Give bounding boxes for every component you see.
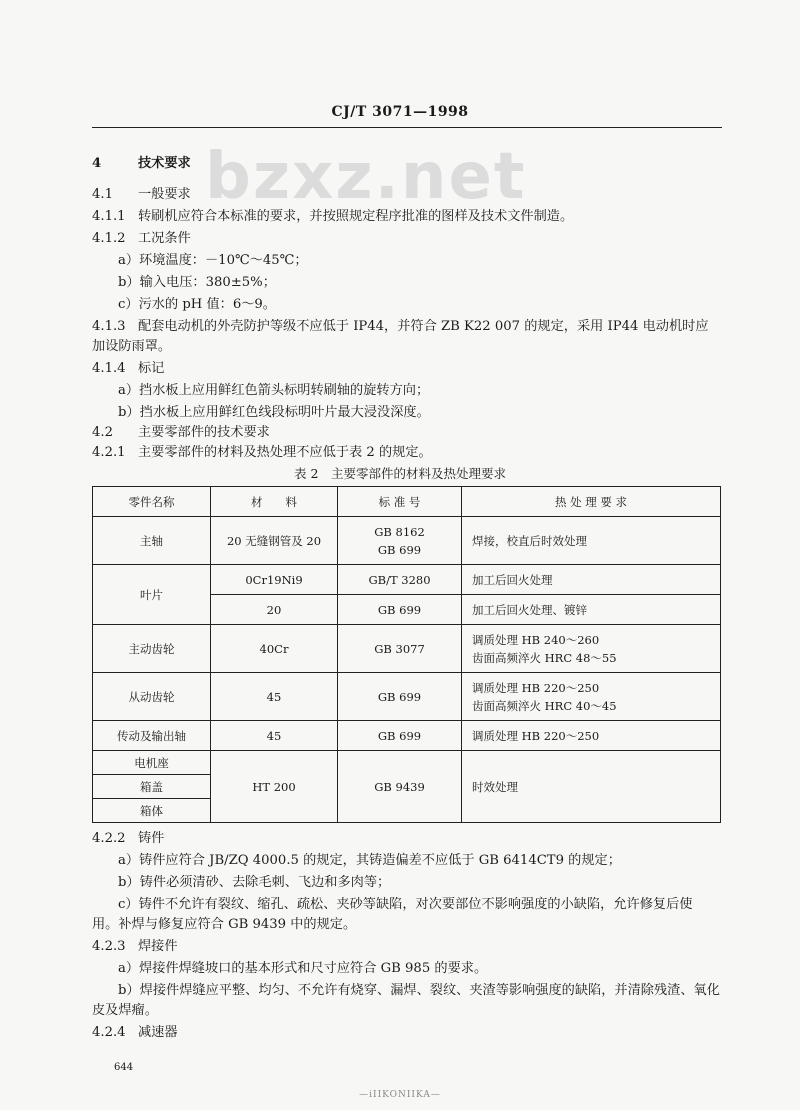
standard: GB 8162 — [374, 524, 425, 539]
clause-continuation: 加设防雨罩。 — [92, 339, 172, 354]
heat-treatment: 调质处理 HB 220～250 — [462, 721, 721, 751]
clause-text: 减速器 — [138, 1025, 178, 1040]
document-header: CJ/T 3071—1998 — [331, 104, 469, 120]
clause-number: 4.1.3 — [92, 319, 126, 334]
heat-treatment: 加工后回火处理 — [462, 565, 721, 595]
material: 45 — [211, 721, 338, 751]
material: 45 — [211, 673, 338, 721]
material: 0Cr19Ni9 — [211, 565, 338, 595]
part-name: 传动及输出轴 — [93, 721, 211, 751]
heat-treatment: 时效处理 — [462, 751, 721, 823]
footer-mark: —iIIKONIIKA— — [359, 1090, 441, 1100]
part-name: 叶片 — [93, 565, 211, 625]
clause-4-1-3 — [92, 318, 709, 336]
table-header-row — [93, 487, 721, 517]
heat-treatment-cell — [462, 625, 721, 673]
column-header: 零件名称 — [93, 487, 211, 517]
part-name: 主动齿轮 — [93, 625, 211, 673]
clause-4-1-4 — [92, 360, 164, 378]
materials-table — [92, 486, 721, 823]
column-header: 热 处 理 要 求 — [462, 487, 721, 517]
clause-text: 工况条件 — [138, 231, 191, 246]
clause-number: 4.2.1 — [92, 445, 126, 460]
clause-number: 4.2.2 — [92, 831, 126, 846]
list-item: a）挡水板上应用鲜红色箭头标明转刷轴的旋转方向； — [118, 383, 430, 398]
section-number: 4.2 — [92, 425, 113, 440]
clause-number: 4.2.4 — [92, 1025, 126, 1040]
watermark: bzxz.net — [205, 140, 527, 214]
clause-4-2-2 — [92, 830, 164, 848]
standard: GB 699 — [377, 542, 422, 557]
standard: GB 699 — [338, 673, 462, 721]
header-rule — [92, 127, 722, 128]
section-4-2-heading — [92, 424, 270, 442]
table-row — [93, 721, 721, 751]
clause-text: 配套电动机的外壳防护等级不应低于 IP44，并符合 ZB K22 007 的规定，采用 IP44 电动机时应 — [138, 319, 709, 334]
column-header: 材 料 — [211, 487, 338, 517]
list-item: a）环境温度：－10℃～45℃； — [118, 253, 308, 268]
table-row — [93, 751, 721, 775]
clause-4-1-2 — [92, 230, 191, 248]
heat-treatment-cell — [462, 673, 721, 721]
section-title: 技术要求 — [138, 156, 191, 171]
heat-treatment: 调质处理 HB 240～260 — [472, 632, 600, 647]
list-item: b）输入电压：380±5%； — [118, 275, 276, 290]
section-title: 主要零部件的技术要求 — [138, 425, 270, 440]
clause-text: 标记 — [138, 361, 165, 376]
section-4-1-heading — [92, 186, 191, 204]
list-item: b）铸件必须清砂、去除毛刺、飞边和多肉等； — [118, 875, 391, 890]
section-title: 一般要求 — [138, 187, 191, 202]
section-number: 4 — [92, 156, 102, 171]
heat-treatment: 焊接，校直后时效处理 — [462, 517, 721, 565]
heat-treatment: 齿面高频淬火 HRC 48～55 — [472, 650, 617, 665]
clause-text: 主要零部件的材料及热处理不应低于表 2 的规定。 — [138, 445, 432, 460]
list-item-continuation: 用。补焊与修复应符合 GB 9439 中的规定。 — [92, 917, 357, 932]
standard: GB 699 — [338, 721, 462, 751]
standard-cell — [338, 517, 462, 565]
clause-4-2-4 — [92, 1024, 178, 1042]
page-number: 644 — [114, 1062, 134, 1073]
clause-text: 铸件 — [138, 831, 165, 846]
material: HT 200 — [211, 751, 338, 823]
table-row — [93, 673, 721, 721]
clause-number: 4.1.1 — [92, 209, 126, 224]
heat-treatment: 加工后回火处理、镀锌 — [462, 595, 721, 625]
part-name: 从动齿轮 — [93, 673, 211, 721]
part-name: 电机座 — [93, 751, 211, 775]
material: 40Cr — [211, 625, 338, 673]
column-header: 标 准 号 — [338, 487, 462, 517]
list-item: a）铸件应符合 JB/ZQ 4000.5 的规定，其铸造偏差不应低于 GB 6414CT9 的规定； — [118, 853, 621, 868]
clause-number: 4.2.3 — [92, 939, 126, 954]
section-4-heading — [92, 155, 191, 173]
list-item-continuation: 皮及焊瘤。 — [92, 1003, 158, 1018]
list-item: c）污水的 pH 值：6～9。 — [118, 297, 276, 312]
part-name: 箱体 — [93, 799, 211, 823]
clause-number: 4.1.4 — [92, 361, 126, 376]
clause-4-1-1 — [92, 208, 573, 226]
list-item: b）挡水板上应用鲜红色线段标明叶片最大浸没深度。 — [118, 405, 430, 420]
table-row — [93, 625, 721, 673]
section-number: 4.1 — [92, 187, 113, 202]
material: 20 — [211, 595, 338, 625]
table-row — [93, 517, 721, 565]
heat-treatment: 齿面高频淬火 HRC 40～45 — [472, 698, 617, 713]
list-item: c）铸件不允许有裂纹、缩孔、疏松、夹砂等缺陷，对次要部位不影响强度的小缺陷，允许修复后使 — [118, 897, 693, 912]
list-item: b）焊接件焊缝应平整、均匀、不允许有烧穿、漏焊、裂纹、夹渣等影响强度的缺陷，并清除残渣、氧化 — [118, 983, 720, 998]
clause-text: 焊接件 — [138, 939, 178, 954]
part-name: 主轴 — [93, 517, 211, 565]
clause-text: 转刷机应符合本标准的要求，并按照规定程序批准的图样及技术文件制造。 — [138, 209, 574, 224]
material: 20 无缝钢管及 20 — [211, 517, 338, 565]
standard: GB 9439 — [338, 751, 462, 823]
standard: GB 699 — [338, 595, 462, 625]
clause-4-2-1 — [92, 444, 432, 462]
part-name: 箱盖 — [93, 775, 211, 799]
heat-treatment: 调质处理 HB 220～250 — [472, 680, 600, 695]
standard: GB/T 3280 — [338, 565, 462, 595]
standard: GB 3077 — [338, 625, 462, 673]
clause-4-2-3 — [92, 938, 178, 956]
list-item: a）焊接件焊缝坡口的基本形式和尺寸应符合 GB 985 的要求。 — [118, 961, 488, 976]
clause-number: 4.1.2 — [92, 231, 126, 246]
table-row — [93, 565, 721, 595]
table-caption: 表 2 主要零部件的材料及热处理要求 — [294, 466, 506, 481]
